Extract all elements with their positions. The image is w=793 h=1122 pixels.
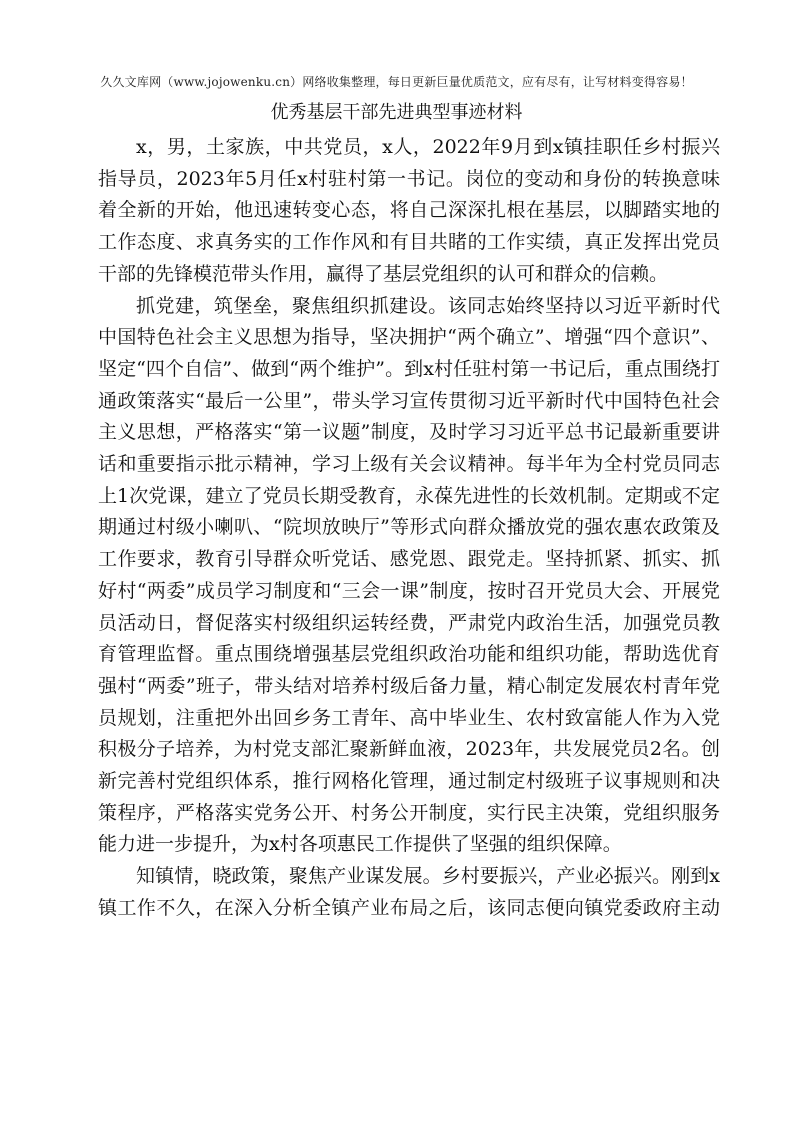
header-note: 久久文库网（www.jojowenku.cn）网络收集整理，每日更新巨量优质范文，应有尽有，让写材料变得容易！ — [100, 75, 693, 89]
paragraph-industry: 知镇情，晓政策，聚焦产业谋发展。乡村要振兴，产业必振兴。刚到x镇工作不久，在深入分析全镇产业布局之后，该同志便向镇党委政府主动 — [98, 865, 720, 919]
paragraph-intro: x，男，土家族，中共党员，x人，2022年9月到x镇挂职任乡村振兴指导员，2023年5月任x村驻村第一书记。岗位的变动和身份的转换意味着全新的开始，他迅速转变心态，将自己深深扎根在基层，以脚踏实地的工作态度、求真务实的工作作风和有目共睹的工作实绩，真正发挥出党员干部的先锋模范带头作用，赢得了基层党组织的认可和群众的信赖。 — [98, 136, 720, 285]
paragraph-party-building: 抓党建，筑堡垒，聚焦组织抓建设。该同志始终坚持以习近平新时代中国特色社会主义思想为指导，坚决拥护“两个确立”、增强“四个意识”、坚定“四个自信”、做到“两个维护”。到x村任驻村第一书记后，重点围绕打通政策落实“最后一公里”，带头学习宣传贯彻习近平新时代中国特色社会主义思想，严格落实“第一议题”制度，及时学习习近平总书记最新重要讲话和重要指示批示精神，学习上级有关会议精神。每半年为全村党员同志上1次党课，建立了党员长期受教育，永葆先进性的长效机制。定期或不定期通过村级小喇叭、“院坝放映厅”等形式向群众播放党的强农惠农政策及工作要求，教育引导群众听党话、感党恩、跟党走。坚持抓紧、抓实、抓好村“两委”成员学习制度和“三会一课”制度，按时召开党员大会、开展党员活动日，督促落实村级组织运转经费，严肃党内政治生活，加强党员教育管理监督。重点围绕增强基层党组织政治功能和组织功能，帮助选优育强村“两委”班子，带头结对培养村级后备力量，精心制定发展农村青年党员规划，注重把外出回乡务工青年、高中毕业生、农村致富能人作为入党积极分子培养，为村党支部汇聚新鲜血液，2023年，共发展党员2名。创新完善村党组织体系，推行网格化管理，通过制定村级班子议事规则和决策程序，严格落实党务公开、村务公开制度，实行民主决策，党组织服务能力进一步提升，为x村各项惠民工作提供了坚强的组织保障。 — [98, 294, 720, 856]
document-body — [98, 132, 720, 925]
document-title: 优秀基层干部先进典型事迹材料 — [270, 102, 523, 123]
